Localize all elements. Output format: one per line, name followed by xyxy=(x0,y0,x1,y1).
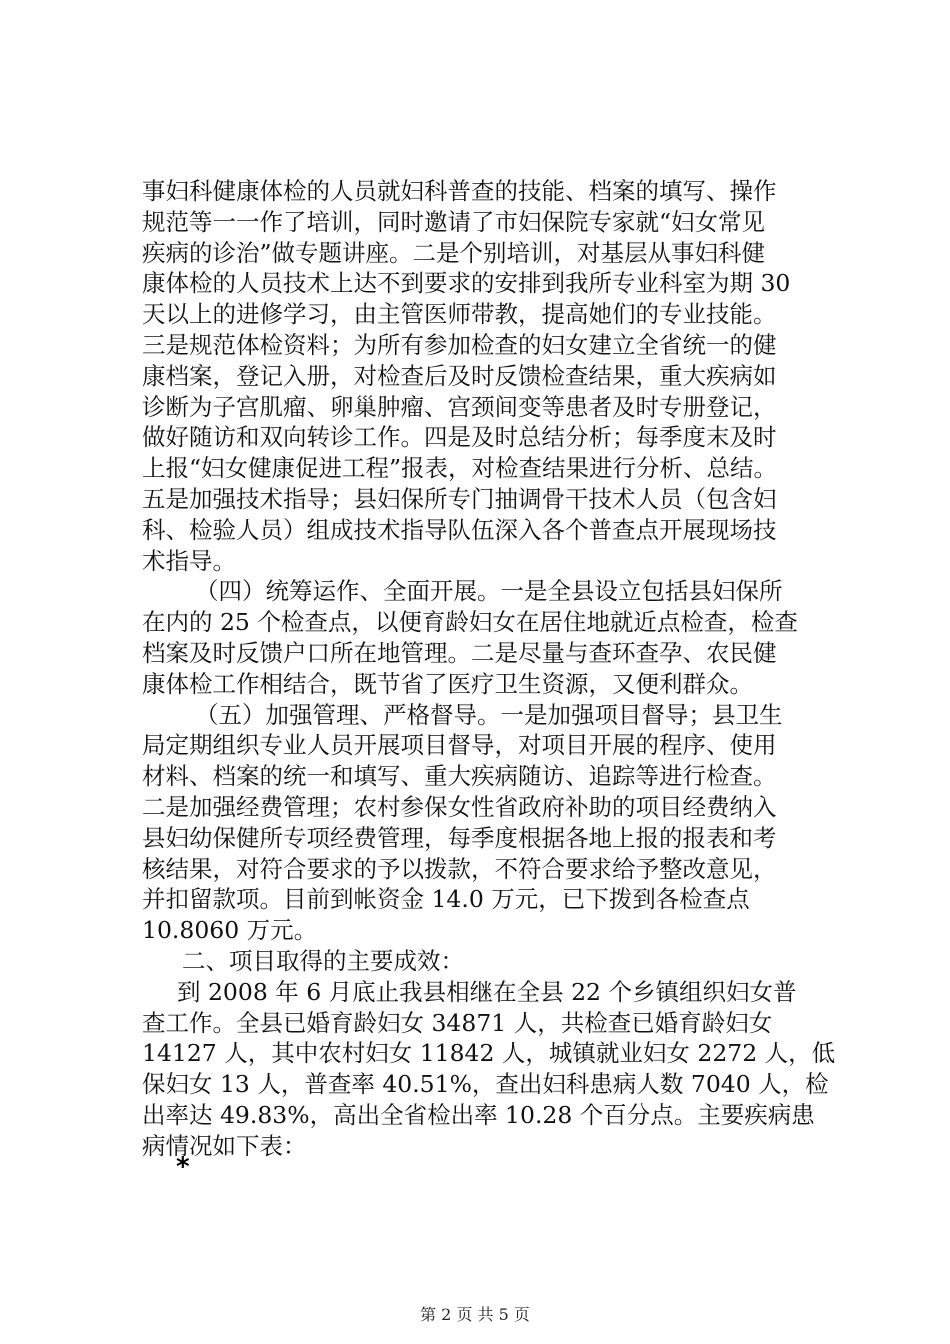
text-line: 核结果，对符合要求的予以拨款，不符合要求给予整改意见， xyxy=(142,854,777,883)
section-heading-4: （四）统筹运作、全面开展。一是全县设立包括县妇保所 xyxy=(195,577,783,606)
text-line: 疾病的诊治”做专题讲座。二是个别培训，对基层从事妇科健 xyxy=(142,238,766,267)
text-line: 病情况如下表： xyxy=(142,1131,307,1160)
page-footer: 第 2 页 共 5 页 xyxy=(420,1305,530,1324)
paragraph-start: 到 2008 年 6 月底止我县相继在全县 22 个乡镇组织妇女普 xyxy=(177,977,797,1006)
text-line: 出率达 49.83%，高出全省检出率 10.28 个百分点。主要疾病患 xyxy=(142,1100,815,1129)
text-line: 事妇科健康体检的人员就妇科普查的技能、档案的填写、操作 xyxy=(142,177,777,205)
text-line: 14127 人，其中农村妇女 11842 人，城镇就业妇女 2272 人，低 xyxy=(142,1039,836,1068)
text-line: 保妇女 13 人，普查率 40.51%，查出妇科患病人数 7040 人，检 xyxy=(142,1070,829,1099)
text-line: 在内的 25 个检查点，以便育龄妇女在居住地就近点检查，检查 xyxy=(142,608,798,637)
text-line: 诊断为子宫肌瘤、卵巢肿瘤、宫颈间变等患者及时专册登记， xyxy=(142,392,777,421)
text-line: 康档案，登记入册，对检查后及时反馈检查结果，重大疾病如 xyxy=(142,361,777,390)
text-line: 康体检的人员技术上达不到要求的安排到我所专业科室为期 30 xyxy=(142,269,791,298)
asterisk-marker: * xyxy=(176,1152,190,1182)
text-line: 术指导。 xyxy=(142,546,236,575)
text-line: 局定期组织专业人员开展项目督导，对项目开展的程序、使用 xyxy=(142,731,777,760)
text-line: 档案及时反馈户口所在地管理。二是尽量与查环查孕、农民健 xyxy=(142,638,777,667)
text-line: 材料、档案的统一和填写、重大疾病随访、追踪等进行检查。 xyxy=(142,762,777,791)
text-line: 查工作。全县已婚育龄妇女 34871 人，共检查已婚育龄妇女 xyxy=(142,1008,773,1037)
text-line: 做好随访和双向转诊工作。四是及时总结分析；每季度末及时 xyxy=(142,423,777,452)
text-line: 规范等一一作了培训，同时邀请了市妇保院专家就“妇女常见 xyxy=(142,207,766,236)
text-line: 并扣留款项。目前到帐资金 14.0 万元，已下拨到各检查点 xyxy=(142,885,750,914)
text-line: 三是规范体检资料；为所有参加检查的妇女建立全省统一的健 xyxy=(142,330,777,359)
text-line: 县妇幼保健所专项经费管理，每季度根据各地上报的报表和考 xyxy=(142,823,777,852)
text-line: 二是加强经费管理；农村参保女性省政府补助的项目经费纳入 xyxy=(142,792,777,821)
section-heading-2: 二、项目取得的主要成效： xyxy=(182,946,464,975)
text-line: 康体检工作相结合，既节省了医疗卫生资源，又便利群众。 xyxy=(142,669,753,698)
body-text xyxy=(142,176,862,1162)
text-line: 五是加强技术指导；县妇保所专门抽调骨干技术人员（包含妇 xyxy=(142,484,777,513)
text-line: 天以上的进修学习，由主管医师带教，提高她们的专业技能。 xyxy=(142,300,777,329)
section-heading-5: （五）加强管理、严格督导。一是加强项目督导；县卫生 xyxy=(195,700,783,729)
text-line: 科、检验人员）组成技术指导队伍深入各个普查点开展现场技 xyxy=(142,515,777,544)
text-line: 上报“妇女健康促进工程”报表，对检查结果进行分析、总结。 xyxy=(142,454,778,483)
text-line: 10.8060 万元。 xyxy=(142,916,318,945)
